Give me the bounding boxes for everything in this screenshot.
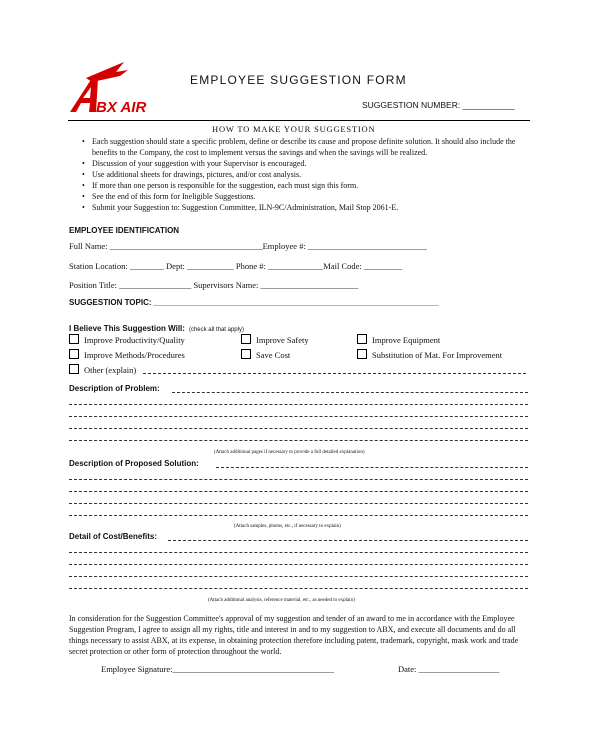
list-item: • If more than one person is responsible for the suggestion, each must sign this form. <box>82 180 532 191</box>
checkbox-substitution[interactable]: Substitution of Mat. For Improvement <box>357 349 502 360</box>
problem-label: Description of Problem: <box>69 384 160 393</box>
identification-heading: EMPLOYEE IDENTIFICATION <box>69 226 180 235</box>
problem-line[interactable] <box>69 440 528 441</box>
checkbox-other[interactable]: Other (explain) <box>69 364 136 375</box>
checkbox-icon[interactable] <box>69 364 79 374</box>
cost-line[interactable] <box>69 588 528 589</box>
checkbox-methods[interactable]: Improve Methods/Procedures <box>69 349 185 360</box>
list-item: • Each suggestion should state a specific problem, define or describe its cause and propose definite solution. It should also include the benefits to the Company, the cost to implement versus the savings and when the savings will be realized. <box>82 136 532 158</box>
solution-line[interactable] <box>69 479 528 480</box>
solution-line[interactable] <box>69 503 528 504</box>
cost-line[interactable] <box>69 576 528 577</box>
checkbox-icon[interactable] <box>69 334 79 344</box>
suggestion-topic-field[interactable]: SUGGESTION TOPIC: ________________________________________________________________ <box>69 298 439 307</box>
logo-wordmark: BX AIR <box>96 99 147 116</box>
form-title: EMPLOYEE SUGGESTION FORM <box>190 73 407 87</box>
cost-note: (Attach additional analysis, reference material, etc., as needed to explain) <box>208 598 355 603</box>
solution-label: Description of Proposed Solution: <box>69 459 199 468</box>
cost-line[interactable] <box>168 540 528 541</box>
position-title-field[interactable]: Position Title: _________________ Supervisors Name: _______________________ <box>69 280 359 290</box>
checkbox-equipment[interactable]: Improve Equipment <box>357 334 440 345</box>
checkbox-safety[interactable]: Improve Safety <box>241 334 309 345</box>
instructions-list <box>82 136 532 213</box>
checkbox-icon[interactable] <box>241 334 251 344</box>
checkbox-productivity[interactable]: Improve Productivity/Quality <box>69 334 185 345</box>
solution-line[interactable] <box>69 491 528 492</box>
checkbox-icon[interactable] <box>69 349 79 359</box>
full-name-field[interactable]: Full Name: ____________________________________Employee #: ____________________________ <box>69 241 427 251</box>
checkbox-icon[interactable] <box>357 334 367 344</box>
station-location-field[interactable]: Station Location: ________ Dept: ___________ Phone #: _____________Mail Code: _________ <box>69 261 403 271</box>
date-field[interactable]: Date: ___________________ <box>398 664 500 674</box>
list-item: • Discussion of your suggestion with your Supervisor is encouraged. <box>82 158 532 169</box>
divider <box>68 120 530 121</box>
cost-line[interactable] <box>69 552 528 553</box>
problem-note: (Attach additional pages if necessary to provide a full detailed explanation) <box>214 450 365 455</box>
list-item: • Use additional sheets for drawings, pictures, and/or cost analysis. <box>82 169 532 180</box>
problem-line[interactable] <box>69 416 528 417</box>
solution-line[interactable] <box>216 467 528 468</box>
problem-line[interactable] <box>172 392 528 393</box>
abx-air-logo <box>66 60 166 120</box>
checkbox-icon[interactable] <box>357 349 367 359</box>
believe-heading: I Believe This Suggestion Will: (check all that apply) <box>69 324 244 333</box>
other-explain-line[interactable] <box>143 373 526 374</box>
checkbox-save-cost[interactable]: Save Cost <box>241 349 290 360</box>
checkbox-icon[interactable] <box>241 349 251 359</box>
list-item: • Submit your Suggestion to: Suggestion Committee, ILN-9C/Administration, Mail Stop 2061-E. <box>82 202 532 213</box>
solution-note: (Attach samples, photos, etc., if necessary to explain) <box>234 524 341 529</box>
list-item: • See the end of this form for Ineligible Suggestions. <box>82 191 532 202</box>
solution-line[interactable] <box>69 515 528 516</box>
howto-heading: HOW TO MAKE YOUR SUGGESTION <box>212 124 376 134</box>
employee-signature-field[interactable]: Employee Signature:______________________________________ <box>101 664 335 674</box>
cost-label: Detail of Cost/Benefits: <box>69 532 158 541</box>
consideration-paragraph: In consideration for the Suggestion Committee's approval of my suggestion and tender of an award to me in accordance with the Employee Suggestion Program, I agree to assign all my rights, title and interest in and to my suggestion to ABX, and execute all documents and do all things necessary to assist ABX, at its expense, in obtaining protection therefore including patent, trademark, copyright, mask work and trade secret protection or other form of protection throughout the world. <box>69 614 519 656</box>
problem-line[interactable] <box>69 428 528 429</box>
cost-line[interactable] <box>69 564 528 565</box>
problem-line[interactable] <box>69 404 528 405</box>
suggestion-number-field[interactable]: SUGGESTION NUMBER: ___________ <box>362 100 515 110</box>
